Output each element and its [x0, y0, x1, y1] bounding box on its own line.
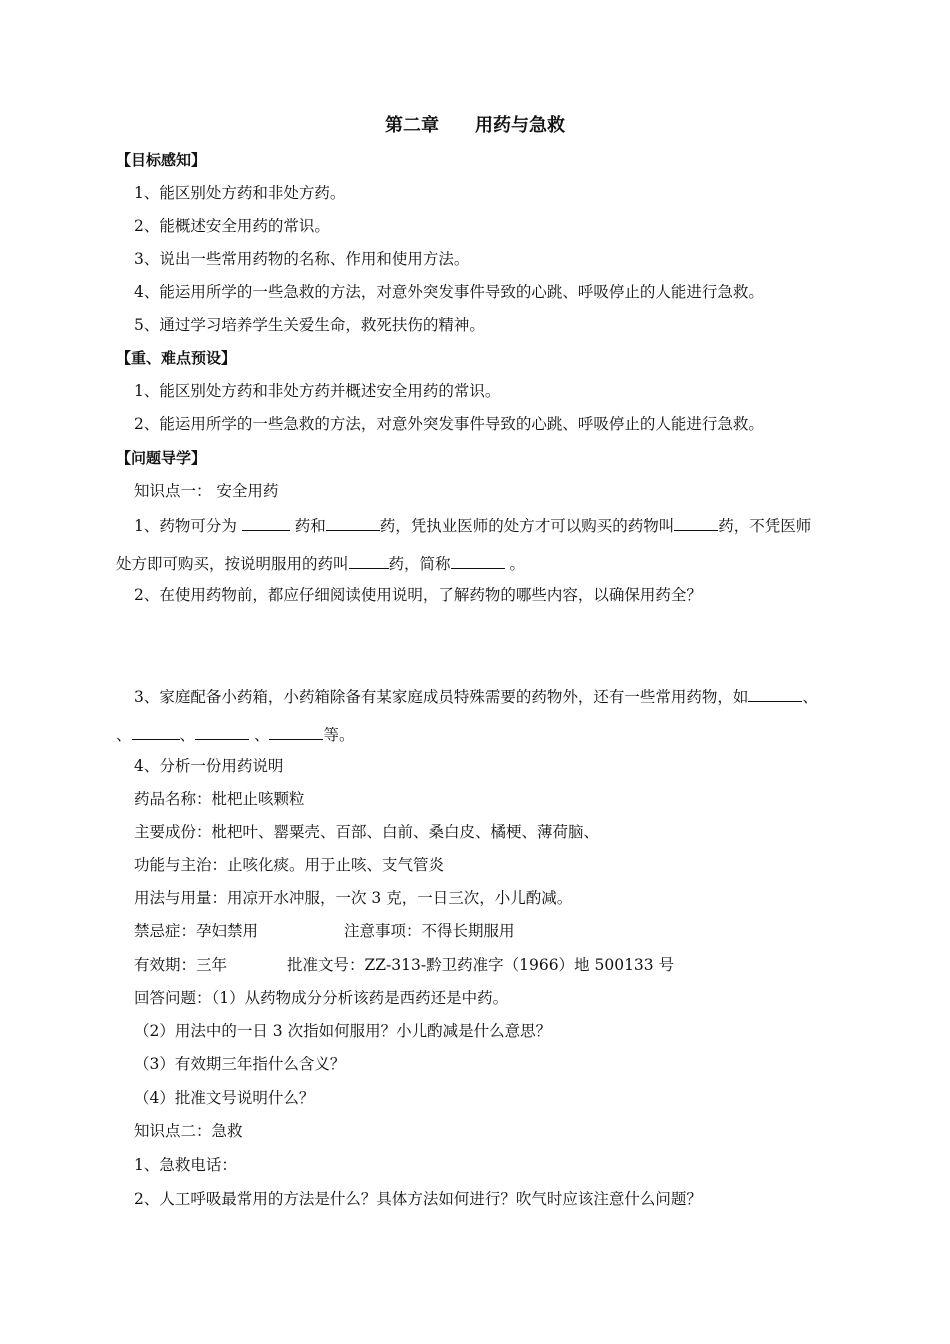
drug-usage: 用法与用量：用凉开水冲服，一次 3 克，一日三次，小儿酌减。 — [134, 889, 573, 907]
drug-approval: 批准文号：ZZ-313-黔卫药准字（1966）地 500133 号 — [287, 956, 675, 974]
goal-item: 1、能区别处方药和非处方药。 — [134, 184, 346, 202]
goal-item: 3、说出一些常用药物的名称、作用和使用方法。 — [134, 250, 470, 268]
key-point-item: 1、能区别处方药和非处方药并概述安全用药的常识。 — [134, 382, 501, 400]
goal-item: 5、通过学习培养学生关爱生命，救死扶伤的精神。 — [134, 316, 485, 334]
knowledge-point-1-title: 知识点一： 安全用药 — [134, 482, 279, 500]
goal-item: 2、能概述安全用药的常识。 — [134, 217, 330, 235]
fill-blank[interactable] — [748, 686, 802, 702]
answer-item: （4）批准文号说明什么？ — [134, 1089, 315, 1107]
drug-validity-row — [134, 955, 674, 975]
fill-blank[interactable] — [195, 724, 249, 740]
answer-item: （3）有效期三年指什么含义？ — [134, 1055, 346, 1073]
answer-item: 回答问题：（1）从药物成分分析该药是西药还是中药。 — [134, 989, 509, 1007]
answer-item: （2）用法中的一日 3 次指如何服用？小儿酌减是什么意思？ — [134, 1022, 552, 1040]
fill-blank[interactable] — [269, 724, 323, 740]
fill-blank[interactable] — [326, 515, 380, 531]
drug-validity: 有效期：三年 — [134, 956, 228, 974]
drug-name: 药品名称：枇杷止咳颗粒 — [134, 790, 305, 808]
question-1-line-1: 1、药物可分为 药和 药，凭执业医师的处方才可以购买的药物叫 药，不凭医师 — [134, 517, 812, 535]
chapter-title — [0, 114, 950, 138]
fill-blank[interactable] — [132, 724, 180, 740]
goals-heading: 【目标感知】 — [116, 151, 207, 169]
fill-blank[interactable] — [349, 553, 389, 569]
goal-item: 4、能运用所学的一些急救的方法，对意外突发事件导致的心跳、呼吸停止的人能进行急救。 — [134, 283, 764, 301]
question-2: 2、在使用药物前，都应仔细阅读使用说明，了解药物的哪些内容，以确保用药全？ — [134, 586, 702, 604]
key-points-heading: 【重、难点预设】 — [116, 349, 237, 367]
drug-contraindication: 禁忌症：孕妇禁用 — [134, 922, 259, 940]
emergency-question-2: 2、人工呼吸最常用的方法是什么？具体方法如何进行？吹气时应该注意什么问题？ — [134, 1190, 702, 1208]
guide-heading: 【问题导学】 — [116, 449, 207, 467]
question-3-line-2: 、 、 、 等。 — [116, 726, 355, 744]
drug-ingredients: 主要成份：枇杷叶、罂粟壳、百部、白前、桑白皮、橘梗、薄荷脑、 — [134, 823, 600, 841]
emergency-question-1: 1、急救电话： — [134, 1156, 237, 1174]
chapter-name: 用药与急救 — [475, 115, 565, 136]
drug-function: 功能与主治：止咳化痰。用于止咳、支气管炎 — [134, 856, 445, 874]
drug-precaution: 注意事项：不得长期服用 — [344, 922, 515, 940]
key-point-item: 2、能运用所学的一些急救的方法，对意外突发事件导致的心跳、呼吸停止的人能进行急救。 — [134, 415, 764, 433]
fill-blank[interactable] — [451, 553, 505, 569]
question-1-line-2: 处方即可购买，按说明服用的药叫 药，简称 。 — [116, 555, 525, 573]
drug-contraindication-row — [134, 921, 515, 941]
knowledge-point-2-title: 知识点二：急救 — [134, 1122, 243, 1140]
chapter-number: 第二章 — [385, 115, 439, 136]
fill-blank[interactable] — [242, 515, 290, 531]
question-3-line-1: 3、家庭配备小药箱，小药箱除备有某家庭成员特殊需要的药物外，还有一些常用药物，如 、 — [134, 688, 818, 706]
fill-blank[interactable] — [674, 515, 718, 531]
question-4: 4、分析一份用药说明 — [134, 757, 284, 775]
